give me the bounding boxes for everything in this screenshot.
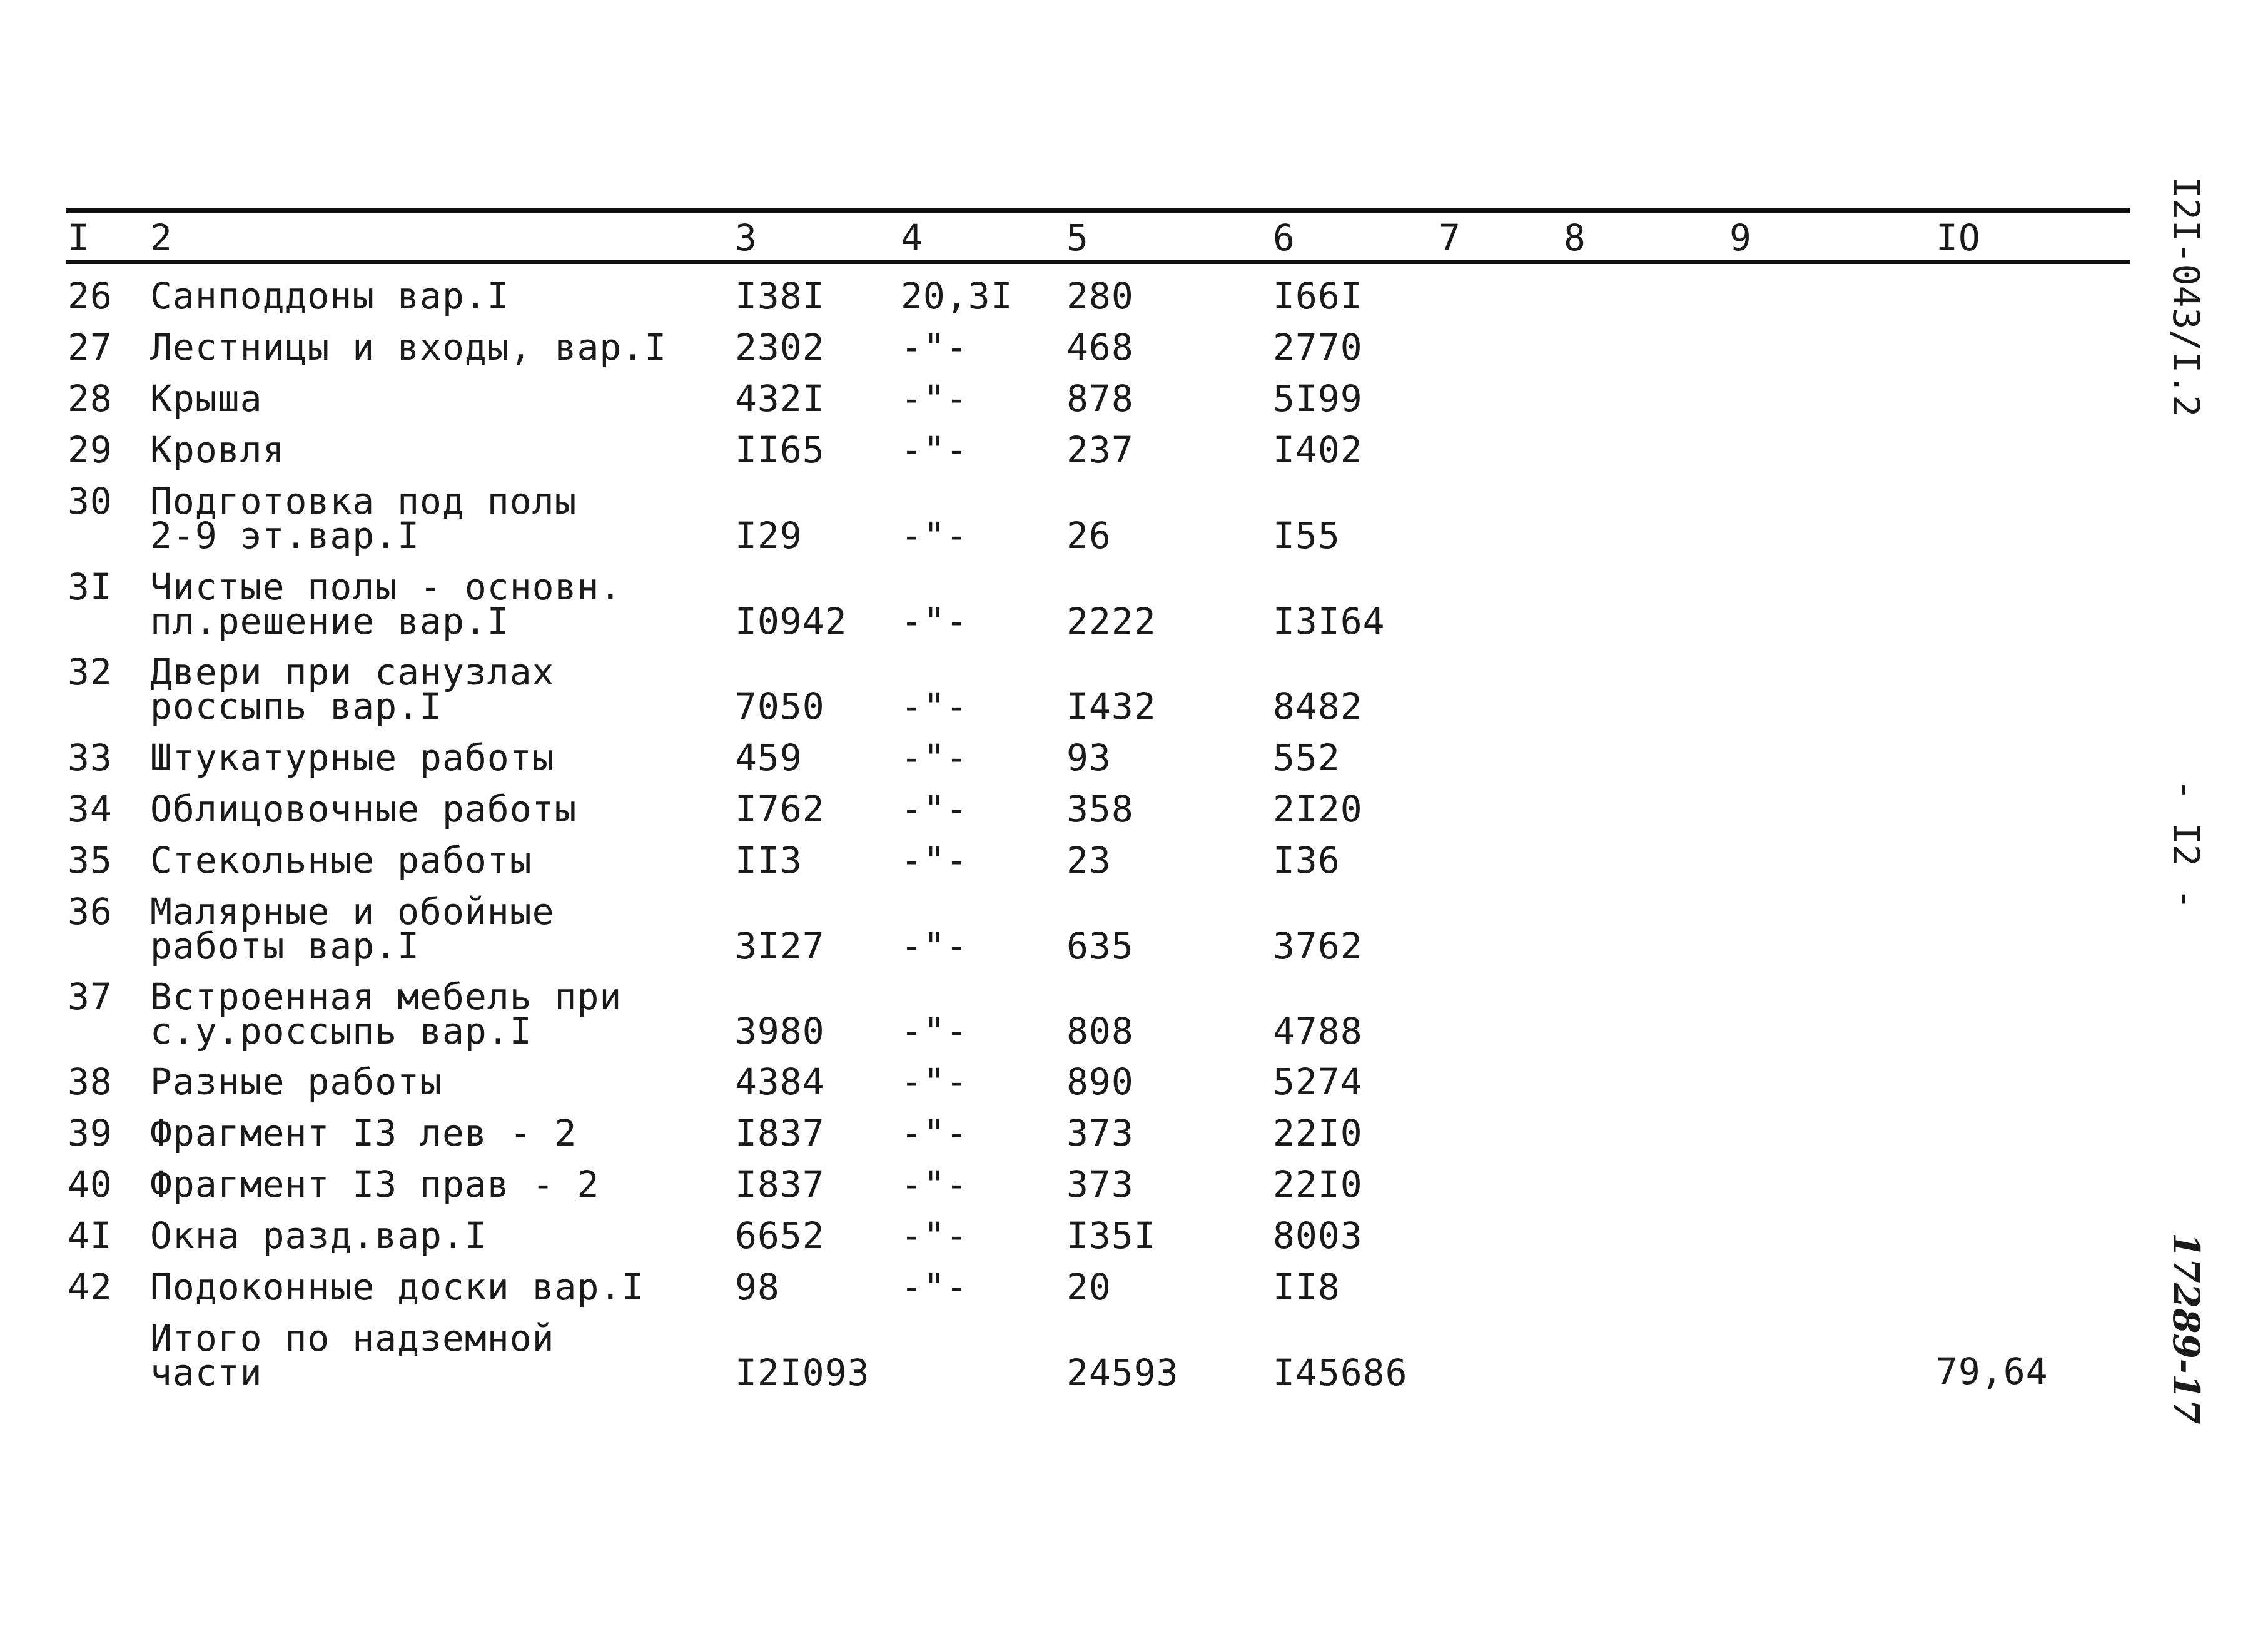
cell-col6: 5I99: [1273, 377, 1363, 420]
row-name-line: с.у.россыпь вар.I: [150, 1010, 532, 1052]
row-number: 28: [68, 377, 113, 420]
cell-col3: 3980: [735, 1010, 825, 1052]
cell-col4: -"-: [901, 736, 968, 779]
row-name-line: Малярные и обойные: [150, 890, 555, 933]
cell-col5: I432: [1066, 685, 1157, 728]
row-name-line: Лестницы и входы, вар.I: [150, 326, 667, 368]
cell-col6: II8: [1273, 1266, 1340, 1308]
cell-col5: 808: [1066, 1010, 1134, 1052]
cell-col4: -"-: [901, 925, 968, 967]
row-name-line: Встроенная мебель при: [150, 975, 622, 1018]
cell-col4: -"-: [901, 1010, 968, 1052]
column-header-7: 7: [1439, 216, 1461, 259]
header-bottom-rule: [66, 260, 2130, 264]
cell-col5: 26: [1066, 514, 1111, 557]
cell-col5: 635: [1066, 925, 1134, 967]
row-number: 39: [68, 1112, 113, 1154]
cell-col6: 22I0: [1273, 1112, 1363, 1154]
row-number: 36: [68, 890, 113, 933]
cell-col3: 432I: [735, 377, 825, 420]
cell-col6: 552: [1273, 736, 1340, 779]
cell-col6: 8482: [1273, 685, 1363, 728]
cell-col6: 22I0: [1273, 1163, 1363, 1206]
row-name-line: Подоконные доски вар.I: [150, 1266, 645, 1308]
cell-col5: 358: [1066, 788, 1134, 830]
row-name-line: Стекольные работы: [150, 839, 532, 882]
row-number: 35: [68, 839, 113, 882]
cell-col3: 459: [735, 736, 802, 779]
cell-col4: 20,3I: [901, 275, 1013, 317]
cell-col3: I837: [735, 1112, 825, 1154]
row-name-line: Крыша: [150, 377, 263, 420]
column-header-8: 8: [1564, 216, 1586, 259]
cell-col3: I837: [735, 1163, 825, 1206]
cell-col6: 8003: [1273, 1214, 1363, 1257]
column-header-10: IO: [1936, 216, 1981, 259]
cell-col3: 2302: [735, 326, 825, 368]
cell-col5: 2222: [1066, 600, 1157, 643]
row-number: 34: [68, 788, 113, 830]
cell-col10: 79,64: [1936, 1350, 2048, 1393]
row-number: 32: [68, 651, 113, 693]
document-code: I2I-043/I.2: [2165, 176, 2207, 417]
row-number: 29: [68, 429, 113, 471]
row-name-line: части: [150, 1351, 263, 1394]
cell-col5: 93: [1066, 736, 1111, 779]
cell-col4: -"-: [901, 600, 968, 643]
cell-col6: I45686: [1273, 1351, 1408, 1394]
cell-col6: 2770: [1273, 326, 1363, 368]
column-header-4: 4: [901, 216, 923, 259]
cell-col4: -"-: [901, 377, 968, 420]
row-name-line: Окна разд.вар.I: [150, 1214, 487, 1257]
cell-col4: -"-: [901, 1163, 968, 1206]
row-name-line: Санподдоны вар.I: [150, 275, 510, 317]
cell-col3: I38I: [735, 275, 825, 317]
table-top-rule: [66, 208, 2130, 213]
cell-col4: -"-: [901, 685, 968, 728]
cell-col6: 3762: [1273, 925, 1363, 967]
cell-col3: I29: [735, 514, 802, 557]
row-number: 38: [68, 1060, 113, 1103]
column-header-6: 6: [1273, 216, 1295, 259]
row-number: 30: [68, 480, 113, 522]
cell-col4: -"-: [901, 1266, 968, 1308]
row-name-line: 2-9 эт.вар.I: [150, 514, 420, 557]
row-number: 27: [68, 326, 113, 368]
inventory-number: 17289-17: [2165, 1232, 2207, 1425]
cell-col4: -"-: [901, 429, 968, 471]
cell-col6: 5274: [1273, 1060, 1363, 1103]
page-number: - I2 -: [2165, 779, 2207, 910]
cell-col6: I402: [1273, 429, 1363, 471]
cell-col6: I36: [1273, 839, 1340, 882]
cell-col5: 24593: [1066, 1351, 1179, 1394]
cell-col3: 3I27: [735, 925, 825, 967]
row-number: 26: [68, 275, 113, 317]
cell-col3: I762: [735, 788, 825, 830]
cell-col5: 373: [1066, 1163, 1134, 1206]
cell-col6: 2I20: [1273, 788, 1363, 830]
row-name-line: Фрагмент I3 лев - 2: [150, 1112, 577, 1154]
cell-col5: 890: [1066, 1060, 1134, 1103]
row-name-line: Кровля: [150, 429, 285, 471]
row-number: 33: [68, 736, 113, 779]
row-name-line: Подготовка под полы: [150, 480, 577, 522]
cell-col5: 373: [1066, 1112, 1134, 1154]
cell-col3: 6652: [735, 1214, 825, 1257]
row-name-line: Штукатурные работы: [150, 736, 555, 779]
cell-col6: 4788: [1273, 1010, 1363, 1052]
cell-col5: 23: [1066, 839, 1111, 882]
cell-col5: 237: [1066, 429, 1134, 471]
cell-col6: I66I: [1273, 275, 1363, 317]
row-name-line: россыпь вар.I: [150, 685, 442, 728]
column-header-3: 3: [735, 216, 757, 259]
cell-col5: I35I: [1066, 1214, 1157, 1257]
row-name-line: Итого по надземной: [150, 1317, 555, 1359]
cell-col4: -"-: [901, 788, 968, 830]
cell-col4: -"-: [901, 1112, 968, 1154]
row-number: 4I: [68, 1214, 113, 1257]
row-name-line: Двери при санузлах: [150, 651, 555, 693]
cell-col4: -"-: [901, 1060, 968, 1103]
cell-col5: 878: [1066, 377, 1134, 420]
row-number: 3I: [68, 566, 113, 608]
row-number: 40: [68, 1163, 113, 1206]
cell-col5: 20: [1066, 1266, 1111, 1308]
column-header-5: 5: [1066, 216, 1089, 259]
row-name-line: пл.решение вар.I: [150, 600, 510, 643]
column-header-9: 9: [1729, 216, 1752, 259]
cell-col4: -"-: [901, 839, 968, 882]
cell-col3: I2I093: [735, 1351, 870, 1394]
row-name-line: Чистые полы - основн.: [150, 566, 622, 608]
row-number: 42: [68, 1266, 113, 1308]
cell-col6: I55: [1273, 514, 1340, 557]
cell-col3: I0942: [735, 600, 848, 643]
row-name-line: работы вар.I: [150, 925, 420, 967]
cell-col3: II3: [735, 839, 802, 882]
cell-col6: I3I64: [1273, 600, 1385, 643]
row-number: 37: [68, 975, 113, 1018]
cell-col4: -"-: [901, 514, 968, 557]
cell-col3: 7050: [735, 685, 825, 728]
row-name-line: Облицовочные работы: [150, 788, 577, 830]
row-name-line: Разные работы: [150, 1060, 442, 1103]
column-header-2: 2: [150, 216, 173, 259]
row-name-line: Фрагмент I3 прав - 2: [150, 1163, 600, 1206]
cell-col3: 98: [735, 1266, 780, 1308]
cell-col4: -"-: [901, 1214, 968, 1257]
cell-col4: -"-: [901, 326, 968, 368]
cell-col5: 280: [1066, 275, 1134, 317]
cell-col3: II65: [735, 429, 825, 471]
cell-col3: 4384: [735, 1060, 825, 1103]
column-header-1: I: [68, 216, 90, 259]
cell-col5: 468: [1066, 326, 1134, 368]
